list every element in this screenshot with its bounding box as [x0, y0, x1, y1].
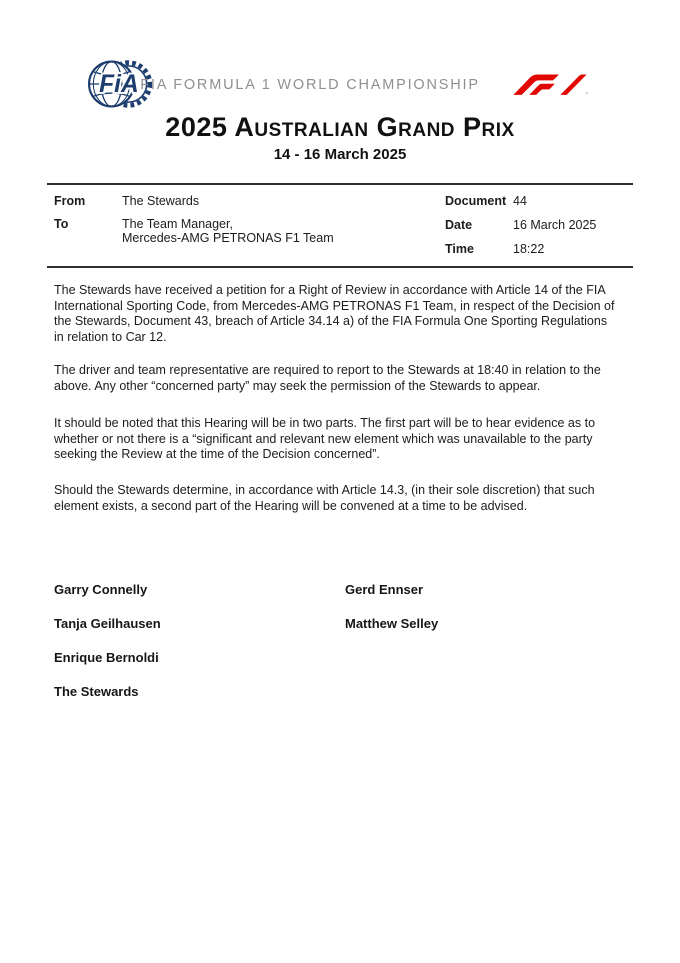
- steward-name-matthew-selley: Matthew Selley: [345, 616, 439, 631]
- time-value: 18:22: [513, 242, 545, 256]
- steward-name-enrique-bernoldi: Enrique Bernoldi: [54, 650, 159, 665]
- to-value: [122, 218, 334, 245]
- signature-closing: The Stewards: [54, 684, 139, 699]
- to-value-line2: Mercedes-AMG PETRONAS F1 Team: [122, 230, 334, 245]
- steward-name-garry-connelly: Garry Connelly: [54, 582, 148, 597]
- document-number-label: Document: [445, 194, 507, 208]
- to-value-line1: The Team Manager,: [122, 217, 233, 231]
- championship-wordmark: FIA FORMULA 1 WORLD CHAMPIONSHIP: [140, 77, 480, 93]
- steward-name-tanja-geilhausen: Tanja Geilhausen: [54, 616, 161, 631]
- body-paragraph-petition: The Stewards have received a petition for a Right of Review in accordance with Article 14 of the FIA International Sporting Code, from Mercedes-AMG PETRONAS F1 Team, in respect of the Decision of the Stewards, Document 43, breach of Article 34.14 a) of the FIA Formula One Sporting Regulations in relation to Car 12.: [54, 283, 615, 344]
- steward-name-gerd-ennser: Gerd Ennser: [345, 582, 424, 597]
- date-value: 16 March 2025: [513, 218, 597, 232]
- body-paragraph-hearing-parts: It should be noted that this Hearing will be in two parts. The first part will be to hear evidence as to whether or not there is a “significant and relevant new element which was unavailable to the party seeking the Review at the time of the Decision concerned”.: [54, 416, 596, 462]
- page-title: 2025 Australian Grand Prix: [165, 112, 515, 142]
- to-label: To: [54, 217, 69, 231]
- f1-logo-icon: [512, 72, 588, 97]
- date-label: Date: [445, 218, 473, 232]
- from-value: The Stewards: [122, 194, 200, 208]
- document-number-value: 44: [513, 194, 527, 208]
- fia-logo-text: FiA: [99, 71, 139, 98]
- divider-bottom: [47, 266, 633, 268]
- body-paragraph-second-part: Should the Stewards determine, in accordance with Article 14.3, (in their sole discretion) that such element exists, a second part of the Hearing will be convened at a time to be advised.: [54, 483, 595, 513]
- divider-top: [47, 183, 633, 185]
- time-label: Time: [445, 242, 474, 256]
- event-date-range: 14 - 16 March 2025: [273, 146, 407, 163]
- body-paragraph-report-time: The driver and team representative are required to report to the Stewards at 18:40 in relation to the above. Any other “concerned party” may seek the permission of the Stewards to appear.: [54, 363, 601, 393]
- from-label: From: [54, 194, 86, 208]
